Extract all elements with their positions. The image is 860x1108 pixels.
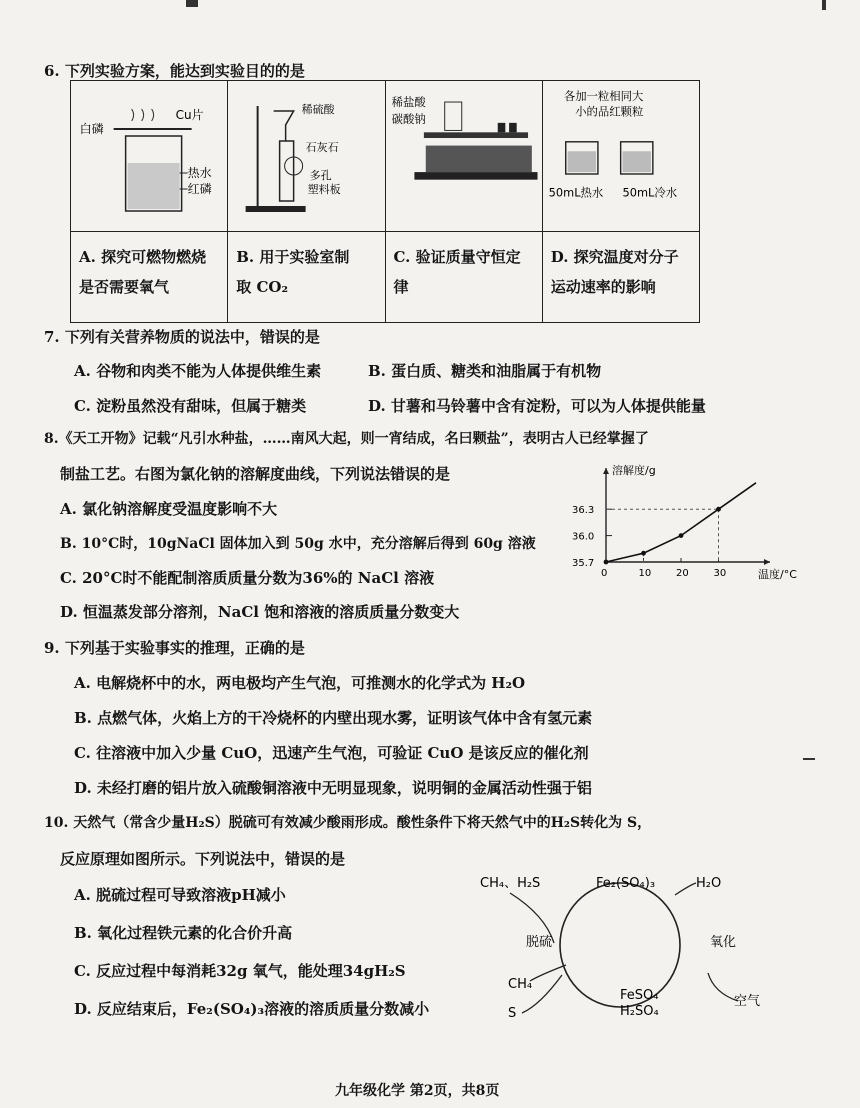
svg-text:50mL热水: 50mL热水 — [548, 185, 604, 200]
q9-option-a: A. 电解烧杯中的水，两电极均产生气泡，可推测水的化学式为 H₂O — [74, 674, 526, 692]
q9-option-c: C. 往溶液中加入少量 CuO，迅速产生气泡，可验证 CuO 是该反应的催化剂 — [74, 744, 589, 762]
x-axis-arrow — [764, 559, 770, 565]
q10-option-d: D. 反应结束后，Fe₂(SO₄)₃溶液的溶质质量分数减小 — [74, 1000, 430, 1018]
solubility-chart — [560, 462, 800, 592]
cycle-label-s: S — [508, 1006, 517, 1021]
svg-text:各加一粒相同大: 各加一粒相同大 — [563, 89, 644, 104]
q8-stem-line2: 制盐工艺。右图为氯化钠的溶解度曲线，下列说法错误的是 — [60, 465, 451, 483]
q6-option-d: D. 探究温度对分子 运动速率的影响 — [542, 232, 699, 323]
svg-text:稀盐酸: 稀盐酸 — [391, 94, 426, 109]
q8-option-a: A. 氯化钠溶解度受温度影响不大 — [60, 500, 278, 518]
y-tick-label: 35.7 — [572, 558, 595, 569]
x-tick-label: 10 — [638, 568, 652, 579]
svg-text:多孔: 多孔 — [309, 169, 332, 182]
y-tick-label: 36.3 — [572, 505, 595, 517]
q6-experiment-table — [70, 80, 700, 323]
cycle-label-h2so4: H₂SO₄ — [620, 1004, 659, 1019]
q7-option-d: D. 甘薯和马铃薯中含有淀粉，可以为人体提供能量 — [368, 397, 706, 415]
data-point — [679, 533, 684, 538]
q9-stem: 9. 下列基于实验事实的推理，正确的是 — [44, 639, 305, 657]
q8-option-d: D. 恒温蒸发部分溶剂，NaCl 饱和溶液的溶质质量分数变大 — [60, 603, 460, 621]
scan-mark — [186, 0, 198, 7]
q6-image-d — [542, 81, 699, 232]
cycle-label-fe2so43: Fe₂(SO₄)₃ — [596, 876, 656, 891]
q7-option-c: C. 淀粉虽然没有甜味，但属于糖类 — [74, 397, 307, 415]
q6-image-c — [385, 81, 542, 232]
x-axis-label: 温度/°C — [758, 568, 797, 581]
cycle-label-ch4-h2s: CH₄、H₂S — [480, 876, 541, 891]
balance-diagram — [386, 81, 542, 231]
x-tick-label: 0 — [601, 568, 608, 579]
x-tick-label: 20 — [676, 568, 689, 579]
q6-option-a: A. 探究可燃物燃烧 是否需要氧气 — [71, 232, 228, 323]
svg-text:白磷: 白磷 — [79, 122, 104, 136]
ch4-arrow — [530, 965, 566, 981]
co2-apparatus-diagram — [228, 81, 384, 231]
svg-text:碳酸钠: 碳酸钠 — [391, 111, 426, 126]
cycle-label-air: 空气 — [734, 994, 761, 1009]
data-point — [641, 551, 646, 556]
q8-stem-line1: 8.《天工开物》记载“凡引水种盐，……南风大起，则一宵结成，名曰颗盐”，表明古人已经掌握了 — [44, 431, 649, 447]
data-point — [716, 507, 721, 512]
data-point — [604, 560, 609, 565]
q6-image-b — [228, 81, 385, 232]
q8-option-c: C. 20°C时不能配制溶质质量分数为36%的 NaCl 溶液 — [60, 569, 435, 587]
svg-text:稀硫酸: 稀硫酸 — [301, 103, 335, 116]
q6-option-b: B. 用于实验室制 取 CO₂ — [228, 232, 385, 323]
desulfurization-cycle-diagram — [470, 865, 770, 1025]
svg-text:塑料板: 塑料板 — [307, 183, 341, 196]
y-tick-label: 36.0 — [572, 531, 595, 543]
diffusion-diagram — [543, 81, 699, 231]
burning-experiment-diagram — [71, 81, 227, 231]
page-footer: 九年级化学 第2页，共8页 — [335, 1083, 500, 1099]
cycle-label-feso4: FeSO₄ — [620, 988, 659, 1003]
svg-text:红磷: 红磷 — [187, 182, 212, 196]
scan-mark — [803, 758, 815, 760]
q9-option-b: B. 点燃气体，火焰上方的干冷烧杯的内壁出现水雾，证明该气体中含有氢元素 — [74, 709, 593, 727]
cycle-label-h2o: H₂O — [696, 876, 722, 891]
q10-stem-line2: 反应原理如图所示。下列说法中，错误的是 — [60, 850, 346, 868]
q7-option-b: B. 蛋白质、糖类和油脂属于有机物 — [368, 362, 602, 380]
q9-option-d: D. 未经打磨的铝片放入硫酸铜溶液中无明显现象，说明铜的金属活动性强于铝 — [74, 779, 592, 797]
q10-option-a: A. 脱硫过程可导致溶液pH减小 — [74, 886, 286, 904]
svg-text:石灰石: 石灰石 — [305, 141, 339, 154]
q10-stem-line1: 10. 天然气（常含少量H₂S）脱硫可有效减少酸雨形成。酸性条件下将天然气中的H₂S转化为 S， — [44, 815, 652, 831]
scan-mark — [822, 0, 826, 10]
solubility-curve — [606, 483, 756, 562]
q10-option-b: B. 氧化过程铁元素的化合价升高 — [74, 924, 293, 942]
svg-text:Cu片: Cu片 — [175, 108, 204, 122]
q7-option-a: A. 谷物和肉类不能为人体提供维生素 — [74, 362, 322, 380]
x-tick-label: 30 — [713, 568, 727, 579]
svg-text:50mL冷水: 50mL冷水 — [622, 185, 677, 200]
q6-stem: 6. 下列实验方案，能达到实验目的的是 — [44, 62, 305, 80]
cycle-label-desulfurization: 脱硫 — [526, 935, 553, 950]
outflow-arrow — [675, 883, 696, 895]
q10-option-c: C. 反应过程中每消耗32g 氧气，能处理34gH₂S — [74, 962, 406, 980]
svg-text:小的品红颗粒: 小的品红颗粒 — [574, 104, 644, 119]
svg-text:热水: 热水 — [187, 166, 212, 180]
y-axis-label: 溶解度/g — [612, 464, 656, 477]
cycle-label-ch4-out: CH₄ — [508, 977, 533, 992]
q8-option-b: B. 10°C时，10gNaCl 固体加入到 50g 水中，充分溶解后得到 60g 溶液 — [60, 536, 536, 552]
q6-image-a — [71, 81, 228, 232]
cycle-label-oxidation: 氧化 — [710, 935, 737, 950]
q6-option-c: C. 验证质量守恒定律 — [385, 232, 542, 323]
y-axis-arrow — [603, 468, 609, 474]
q7-stem: 7. 下列有关营养物质的说法中，错误的是 — [44, 328, 320, 346]
